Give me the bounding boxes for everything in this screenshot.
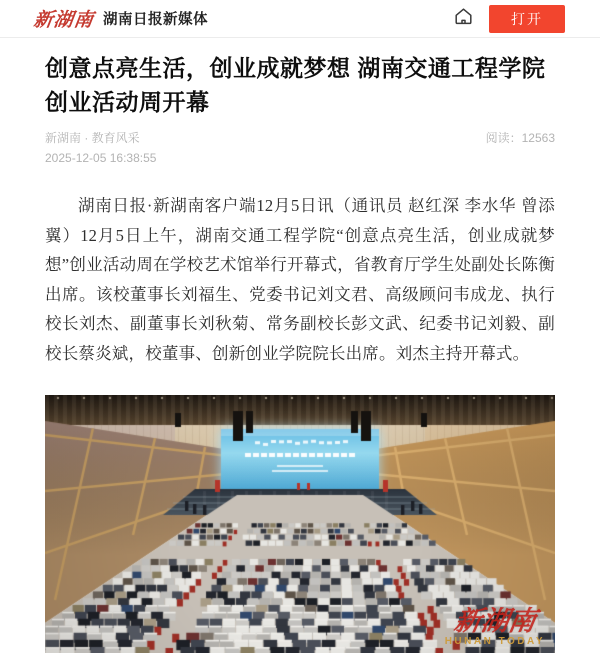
article-image[interactable] bbox=[45, 395, 555, 653]
home-button[interactable] bbox=[452, 8, 474, 30]
article-source: 新湖南 · 教育风采 bbox=[45, 131, 140, 145]
home-icon bbox=[453, 6, 474, 32]
read-count: 阅读：12563 bbox=[485, 131, 555, 145]
article bbox=[0, 51, 600, 653]
watermark-en: HUNAN TODAY bbox=[444, 636, 545, 647]
app-header bbox=[0, 0, 600, 38]
open-app-button[interactable]: 打开 bbox=[489, 5, 565, 33]
site-logo[interactable]: 新湖南 bbox=[32, 10, 96, 31]
article-meta bbox=[45, 129, 555, 165]
publish-time: 2025-12-05 16:38:55 bbox=[45, 151, 157, 165]
watermark-cn: 新湖南 bbox=[451, 606, 538, 636]
auditorium-photo bbox=[45, 395, 555, 653]
site-name: 湖南日报新媒体 bbox=[103, 12, 209, 28]
article-title: 创意点亮生活，创业成就梦想 湖南交通工程学院创业活动周开幕 bbox=[45, 55, 546, 115]
article-body: 湖南日报·新湖南客户端12月5日讯（通讯员 赵红深 李水华 曾添翼）12月5日上午，湖南交通工程学院“创意点亮生活，创业成就梦想”创业活动周在学校艺术馆举行开幕式，省教育厅学生处副处长陈衡出席。该校董事长刘福生、党委书记刘文君、高级顾问韦成龙、执行校长刘杰、副董事长刘秋菊、常务副校长彭文武、纪委书记刘毅、副校长蔡炎斌，校董事、创新创业学院院长出席。刘杰主持开幕式。 bbox=[45, 196, 555, 363]
